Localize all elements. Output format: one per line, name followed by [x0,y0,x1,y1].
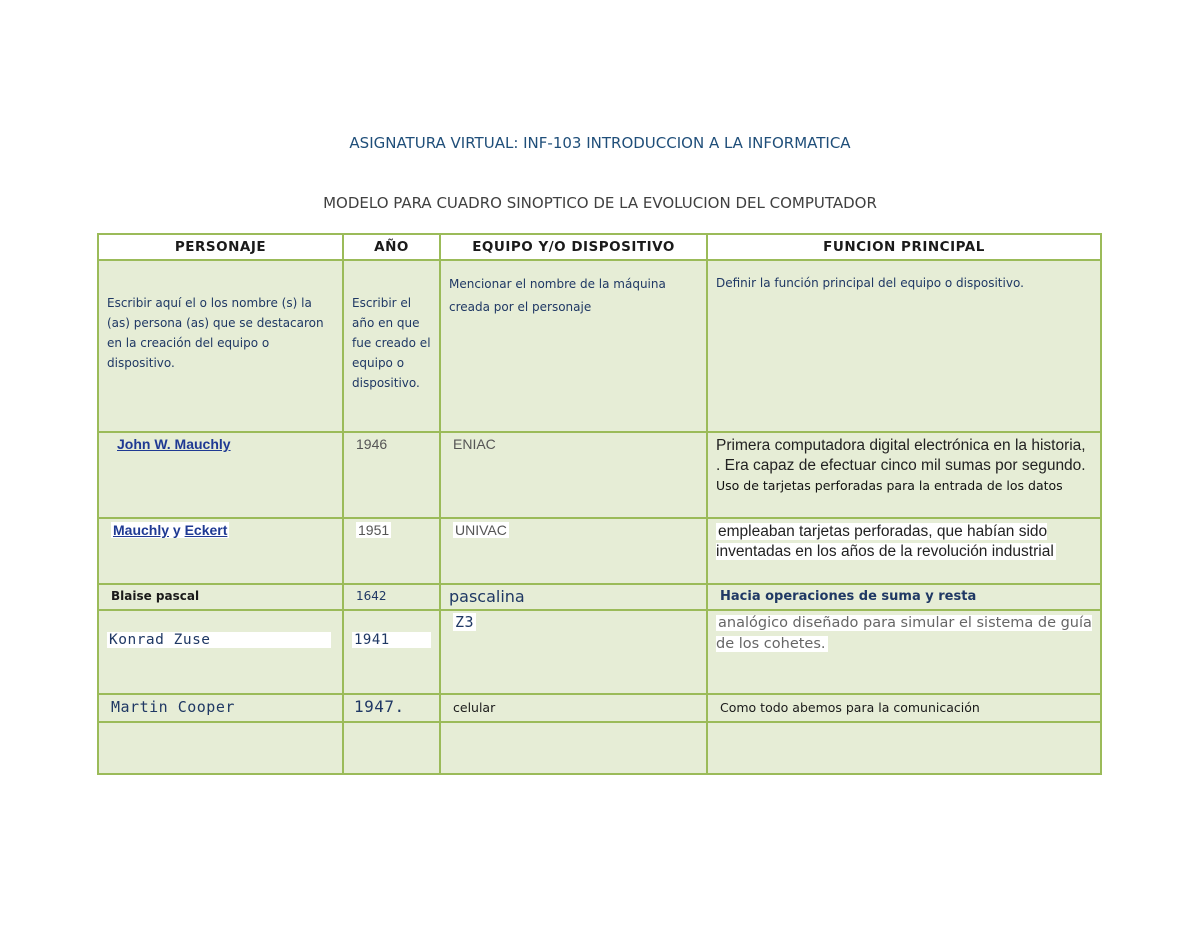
funcion-value: Hacia operaciones de suma y resta [720,589,977,604]
empty-cell [440,722,707,774]
anio-value: 1941 [352,632,431,648]
personaje-name: Martin Cooper [111,698,235,716]
equipo-value: celular [453,700,496,715]
personaje-cell [98,432,343,518]
funcion-cell [707,518,1101,584]
funcion-cell [707,610,1101,694]
anio-cell [343,610,440,694]
anio-cell [343,694,440,722]
empty-cell [98,722,343,774]
equipo-cell [440,694,707,722]
instruction-equipo-cell [440,260,707,432]
table-row [98,610,1101,694]
funcion-value: empleaban tarjetas perforadas, que habían sido inventadas en los años de la revolución industrial [716,523,1054,560]
instruction-personaje-cell [98,260,343,432]
funcion-extra: Uso de tarjetas perforadas para la entrada de los datos [716,478,1063,493]
instruction-funcion-cell [707,260,1101,432]
table-row [98,432,1101,518]
instruction-anio: Escribir el año en que fue creado el equipo o dispositivo. [352,296,431,390]
equipo-value: ENIAC [453,436,496,452]
personaje-name-a[interactable]: Mauchly [113,522,170,538]
document-subtitle: MODELO PARA CUADRO SINOPTICO DE LA EVOLUCION DEL COMPUTADOR [323,194,877,212]
equipo-value: UNIVAC [455,522,507,538]
personaje-cell [98,610,343,694]
anio-cell [343,584,440,610]
equipo-cell [440,518,707,584]
instruction-funcion: Definir la función principal del equipo o dispositivo. [716,276,1024,290]
empty-cell [343,722,440,774]
anio-value: 1951 [358,522,390,538]
instruction-personaje: Escribir aquí el o los nombre (s) la (as) persona (as) que se destacaron en la creación del equipo o dispositivo. [107,296,324,370]
equipo-cell [440,432,707,518]
anio-cell [343,518,440,584]
anio-cell [343,432,440,518]
funcion-cell [707,432,1101,518]
equipo-value: pascalina [449,587,525,606]
anio-value: 1947. [354,697,405,716]
funcion-cell [707,694,1101,722]
empty-cell [707,722,1101,774]
funcion-cell [707,584,1101,610]
anio-value: 1946 [356,436,388,452]
personaje-name: Konrad Zuse [107,632,331,648]
personaje-name-b[interactable]: Eckert [184,522,228,538]
equipo-value: Z3 [455,613,475,631]
col-header-personaje: PERSONAJE [98,234,343,260]
personaje-separator: y [172,522,181,538]
synoptic-table [97,233,1102,775]
table-row [98,722,1101,774]
document-title: ASIGNATURA VIRTUAL: INF-103 INTRODUCCION A LA INFORMATICA [349,134,851,152]
funcion-value: Primera computadora digital electrónica en la historia, . Era capaz de efectuar cinco mil sumas por segundo. [716,437,1086,474]
personaje-cell [98,518,343,584]
personaje-cell [98,584,343,610]
instruction-anio-cell [343,260,440,432]
anio-value: 1642 [356,589,387,603]
table-row [98,584,1101,610]
col-header-anio: AÑO [343,234,440,260]
instruction-equipo: Mencionar el nombre de la máquina creada por el personaje [449,277,666,314]
equipo-cell [440,584,707,610]
funcion-value: analógico diseñado para simular el sistema de guía de los cohetes. [716,615,1092,652]
personaje-name[interactable]: John W. Mauchly [117,436,231,452]
table-row [98,518,1101,584]
instruction-row [98,260,1101,432]
personaje-name: Blaise pascal [111,589,200,603]
header-row [98,234,1101,260]
col-header-equipo: EQUIPO Y/O DISPOSITIVO [440,234,707,260]
table-row [98,694,1101,722]
personaje-cell [98,694,343,722]
col-header-funcion: FUNCION PRINCIPAL [707,234,1101,260]
equipo-cell [440,610,707,694]
funcion-value: Como todo abemos para la comunicación [720,700,980,715]
